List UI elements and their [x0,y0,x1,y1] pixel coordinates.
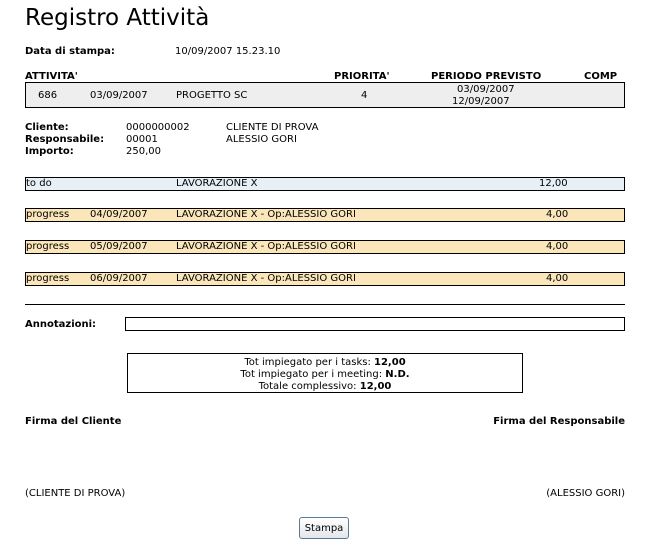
totals-total-line [128,381,522,393]
task-desc: LAVORAZIONE X [176,178,258,189]
task-date: 05/09/2007 [90,241,148,252]
activity-date: 03/09/2007 [90,90,148,101]
responsabile-name: ALESSIO GORI [226,134,297,145]
task-type: to do [26,178,52,189]
importo-value: 250,00 [126,146,161,157]
task-desc: LAVORAZIONE X - Op:ALESSIO GORI [176,273,356,284]
client-signature-name: (CLIENTE DI PROVA) [25,488,126,499]
col-priorita: PRIORITA' [334,71,390,82]
task-type: progress [26,273,70,284]
task-date: 04/09/2007 [90,209,148,220]
activity-name: PROGETTO SC [176,90,248,101]
responsabile-code: 00001 [126,134,158,145]
client-signature-label: Firma del Cliente [25,416,122,427]
task-row [25,272,625,286]
task-hours: 12,00 [539,178,568,189]
task-hours: 4,00 [546,209,569,220]
task-row [25,177,625,191]
col-attivita: ATTIVITA' [25,71,78,82]
totals-meeting-line [128,369,522,381]
task-desc: LAVORAZIONE X - Op:ALESSIO GORI [176,209,356,220]
totals-total-label: Totale complessivo: [258,381,357,392]
task-row [25,208,625,222]
totals-meeting-value: N.D. [385,369,410,380]
importo-label: Importo: [25,146,74,157]
cliente-name: CLIENTE DI PROVA [226,122,319,133]
activity-row [25,82,625,108]
print-date-value: 10/09/2007 15.23.10 [175,46,281,57]
print-date-label: Data di stampa: [25,46,115,57]
totals-tasks-line [128,357,522,369]
task-hours: 4,00 [546,241,569,252]
task-hours: 4,00 [546,273,569,284]
annotazioni-label: Annotazioni: [25,319,97,330]
divider [25,304,625,305]
task-row [25,240,625,254]
task-type: progress [26,241,70,252]
task-type: progress [26,209,70,220]
cliente-label: Cliente: [25,122,69,133]
task-date: 06/09/2007 [90,273,148,284]
totals-total-value: 12,00 [359,381,392,392]
print-button[interactable]: Stampa [299,517,349,539]
totals-meeting-label: Tot impiegato per i meeting: [240,369,383,380]
totals-tasks-label: Tot impiegato per i tasks: [244,357,371,368]
responsabile-label: Responsabile: [25,134,105,145]
col-comp: COMP [584,71,618,82]
responsabile-signature-name: (ALESSIO GORI) [546,488,625,499]
activity-id: 686 [38,90,58,101]
totals-tasks-value: 12,00 [374,357,406,368]
activity-priority: 4 [361,90,368,101]
responsabile-signature-label: Firma del Responsabile [493,416,625,427]
col-periodo: PERIODO PREVISTO [431,71,542,82]
activity-period-end: 12/09/2007 [452,96,510,107]
cliente-code: 0000000002 [126,122,190,133]
page-title: Registro Attività [25,5,210,31]
annotazioni-field[interactable] [125,317,625,331]
activity-period-start: 03/09/2007 [457,84,515,95]
totals-box [127,353,523,393]
task-desc: LAVORAZIONE X - Op:ALESSIO GORI [176,241,356,252]
